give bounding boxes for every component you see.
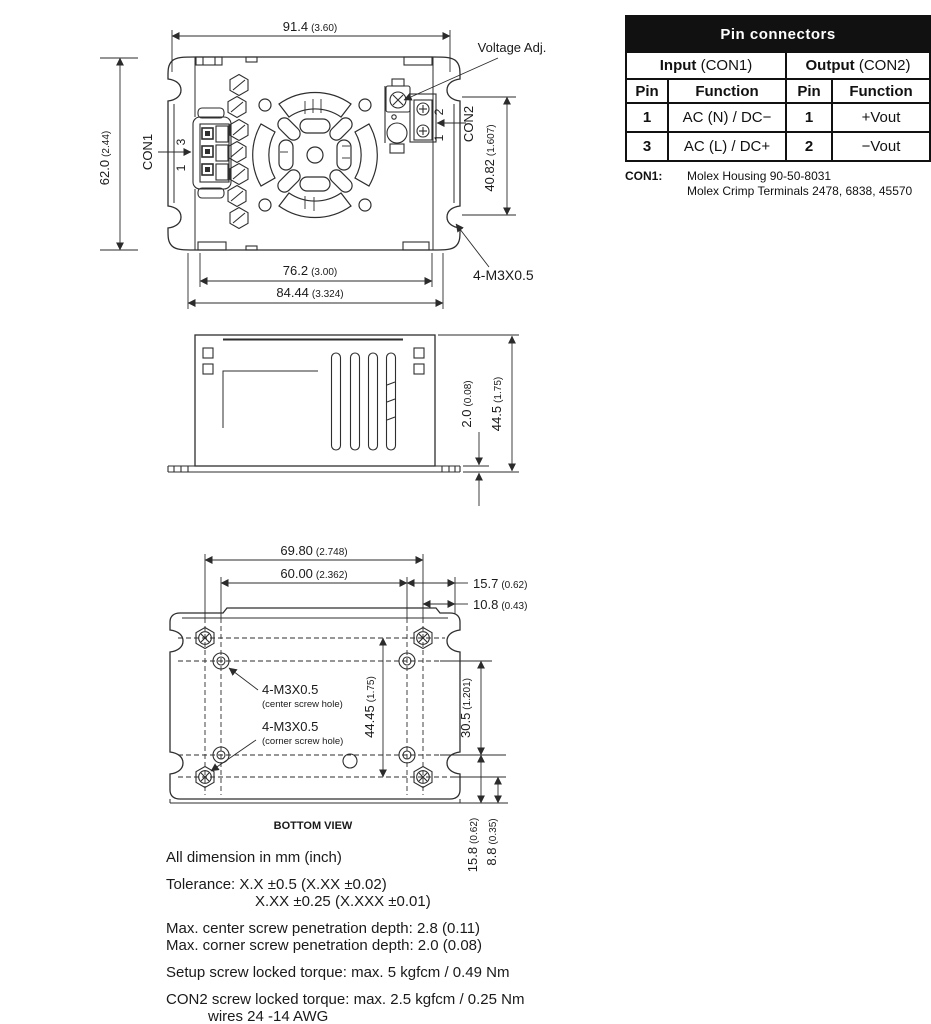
capacitor-outline — [387, 123, 407, 143]
dim-base-thickness: 2.0(0.08) — [459, 380, 474, 428]
bottom-view-labels — [262, 543, 527, 872]
con2-and-pot-assembly — [385, 79, 436, 153]
note-units: All dimension in mm (inch) — [166, 849, 342, 866]
table-row — [626, 132, 930, 161]
note-con2-torque: CON2 screw locked torque: max. 2.5 kgfcm / 0.25 Nm — [166, 991, 525, 1008]
con2-label: CON2 — [461, 105, 476, 143]
dim-side-height: 44.5(1.75) — [489, 376, 504, 432]
dim-overall-width: 91.4 (3.60) — [282, 19, 338, 34]
dim-corner-hole-vspan: 44.45(1.75) — [362, 676, 377, 738]
input-pin-3: 3 — [626, 132, 668, 161]
table-row — [626, 103, 930, 132]
pin-connectors-table — [625, 15, 931, 162]
side-view-labels — [459, 377, 504, 431]
dimension-notes — [166, 849, 524, 1024]
input-group-header: Input (CON1) — [626, 52, 786, 79]
dim-center-hole-span: 60.00 (2.362) — [280, 566, 348, 581]
bottom-view-caption: BOTTOM VIEW — [273, 820, 353, 832]
dim-right-offset-corner: 10.8 (0.43) — [473, 597, 528, 612]
corner-screw-sublabel: (corner screw hole) — [262, 736, 344, 747]
con1-label: CON1 — [140, 133, 155, 171]
note-wires: wires 24 -14 AWG — [208, 1008, 329, 1024]
dim-right-offset-center: 15.7 (0.62) — [473, 576, 528, 591]
note-max-center-depth: Max. center screw penetration depth: 2.8 (0.11) — [166, 920, 481, 937]
side-vent-slots — [332, 353, 396, 450]
round-vent-holes — [259, 99, 371, 211]
top-view-drawing — [168, 57, 460, 250]
pin-connectors-panel — [625, 15, 929, 199]
con1-footnote-label: CON1: — [625, 169, 663, 183]
output-pin-1: 1 — [786, 103, 832, 132]
output-pin-2: 2 — [786, 132, 832, 161]
col-header-function-output: Function — [832, 79, 930, 103]
center-screw-sublabel: (center screw hole) — [262, 699, 343, 710]
pin-table-title: Pin connectors — [626, 16, 930, 52]
con1-footnote-text: Molex Housing 90-50-8031 Molex Crimp Terminals 2478, 6838, 45570 — [687, 169, 913, 198]
con1-pin-numbers: 1 3 — [174, 130, 188, 172]
dim-flange-width: 84.44 (3.324) — [276, 285, 344, 300]
output-group-header: Output (CON2) — [786, 52, 930, 79]
dim-center-hole-vspan: 30.5(1.201) — [458, 678, 473, 738]
col-header-pin-output: Pin — [786, 79, 832, 103]
corner-screw-label: 4-M3X0.5 — [262, 719, 319, 734]
fan-vent-pattern — [253, 92, 378, 217]
con1-footnote — [625, 169, 929, 199]
output-pin-1-function: +Vout — [832, 103, 930, 132]
con1-connector — [193, 108, 231, 198]
side-view-dimensions — [438, 335, 519, 506]
input-pin-3-function: AC (L) / DC+ — [668, 132, 786, 161]
note-setup-torque: Setup screw locked torque: max. 5 kgfcm / 0.49 Nm — [166, 964, 510, 981]
input-pin-1-function: AC (N) / DC− — [668, 103, 786, 132]
dim-bottom-offset-center: 15.8(0.62) — [465, 817, 480, 873]
dim-conn-height: 40.82(1.607) — [482, 124, 497, 192]
voltage-adj-label: Voltage Adj. — [477, 40, 547, 55]
dim-bottom-offset-corner: 8.8(0.35) — [484, 818, 499, 866]
dim-inner-width: 76.2 (3.00) — [282, 263, 338, 278]
base-flange — [168, 466, 460, 472]
dim-corner-hole-span: 69.80 (2.748) — [280, 543, 348, 558]
center-screw-holes — [213, 653, 415, 768]
col-header-pin-input: Pin — [626, 79, 668, 103]
con2-pin-numbers: 1 2 — [432, 100, 446, 142]
side-view-drawing — [168, 335, 460, 472]
note-max-corner-depth: Max. corner screw penetration depth: 2.0 (0.08) — [166, 937, 482, 954]
screw-spec-label: 4-M3X0.5 — [473, 267, 534, 283]
dim-overall-height: 62.0(2.44) — [97, 130, 112, 186]
center-screw-label: 4-M3X0.5 — [262, 682, 319, 697]
note-tolerance-2: X.XX ±0.25 (X.XXX ±0.01) — [255, 893, 431, 910]
output-pin-2-function: −Vout — [832, 132, 930, 161]
top-view-outline — [168, 57, 460, 250]
col-header-function-input: Function — [668, 79, 786, 103]
input-pin-1: 1 — [626, 103, 668, 132]
note-tolerance-1: Tolerance: X.X ±0.5 (X.XX ±0.02) — [166, 876, 387, 893]
